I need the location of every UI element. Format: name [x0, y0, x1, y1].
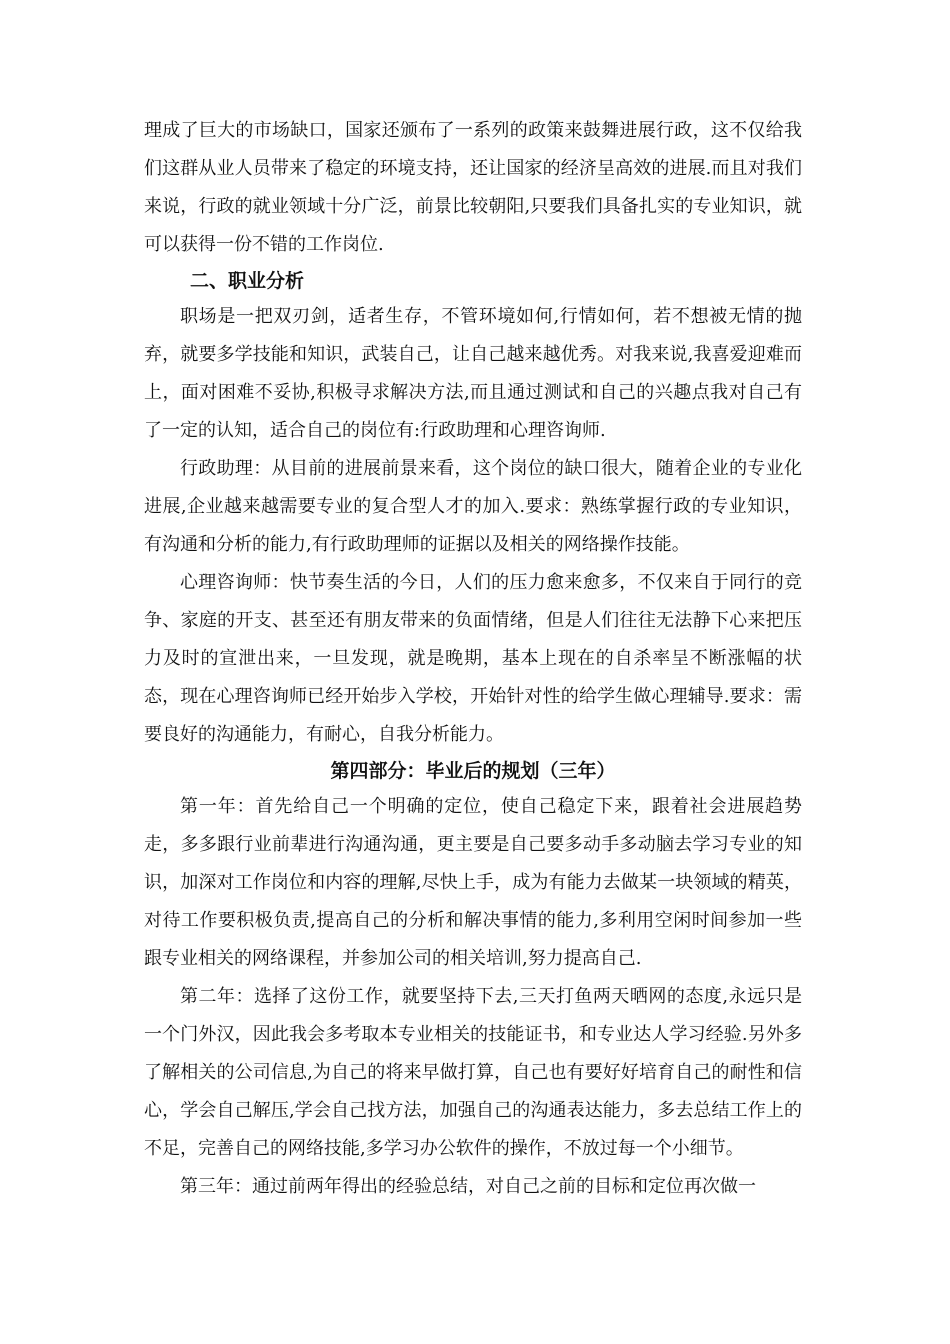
part-four-heading: 第四部分：毕业后的规划（三年）	[330, 760, 616, 782]
paragraph-year-one: 第一年：首先给自己一个明确的定位，使自己稳定下来，跟着社会进展趋势走，多多跟行业前辈进行沟通沟通，更主要是自己要多动手多动脑去学习专业的知识，加深对工作岗位和内容的理解,尽快上手，成为有能力去做某一块领域的精英，对待工作要积极负责,提高自己的分析和解决事情的能力,多利用空闲时间参加一些跟专业相关的网络课程，并参加公司的相关培训,努力提高自己.	[144, 796, 802, 969]
paragraph-admin-assistant: 行政助理：从目前的进展前景来看，这个岗位的缺口很大，随着企业的专业化进展,企业越来越需要专业的复合型人才的加入.要求：熟练掌握行政的专业知识，有沟通和分析的能力,有行政助理师的证据以及相关的网络操作技能。	[144, 458, 802, 555]
section-heading-career-analysis: 二、职业分析	[190, 270, 305, 292]
paragraph-workplace: 职场是一把双刃剑，适者生存，不管环境如何,行情如何，若不想被无情的抛弃，就要多学技能和知识，武装自己，让自己越来越优秀。对我来说,我喜爱迎难而上，面对困难不妥协,积极寻求解决方法,而且通过测试和自己的兴趣点我对自己有了一定的认知，适合自己的岗位有:行政助理和心理咨询师.	[144, 306, 802, 441]
paragraph-year-two: 第二年：选择了这份工作，就要坚持下去,三天打鱼两天晒网的态度,永远只是一个门外汉，因此我会多考取本专业相关的技能证书，和专业达人学习经验.另外多了解相关的公司信息,为自己的将来早做打算，自己也有要好好培育自己的耐性和信心，学会自己解压,学会自己找方法，加强自己的沟通表达能力，多去总结工作上的不足，完善自己的网络技能,多学习办公软件的操作，不放过每一个小细节。	[144, 986, 802, 1159]
document-page	[144, 112, 802, 1206]
paragraph-year-three: 第三年：通过前两年得出的经验总结，对自己之前的目标和定位再次做一	[180, 1176, 756, 1197]
paragraph-counselor: 心理咨询师：快节奏生活的今日，人们的压力愈来愈多，不仅来自于同行的竞争、家庭的开支、甚至还有朋友带来的负面情绪，但是人们往往无法静下心来把压力及时的宣泄出来，一旦发现，就是晚期，基本上现在的自杀率呈不断涨幅的状态，现在心理咨询师已经开始步入学校，开始针对性的给学生做心理辅导.要求：需要良好的沟通能力，有耐心，自我分析能力。	[144, 572, 802, 745]
intro-paragraph: 理成了巨大的市场缺口，国家还颁布了一系列的政策来鼓舞进展行政，这不仅给我们这群从业人员带来了稳定的环境支持，还让国家的经济呈高效的进展.而且对我们来说，行政的就业领域十分广泛，前景比较朝阳,只要我们具备扎实的专业知识，就可以获得一份不错的工作岗位.	[144, 120, 802, 255]
